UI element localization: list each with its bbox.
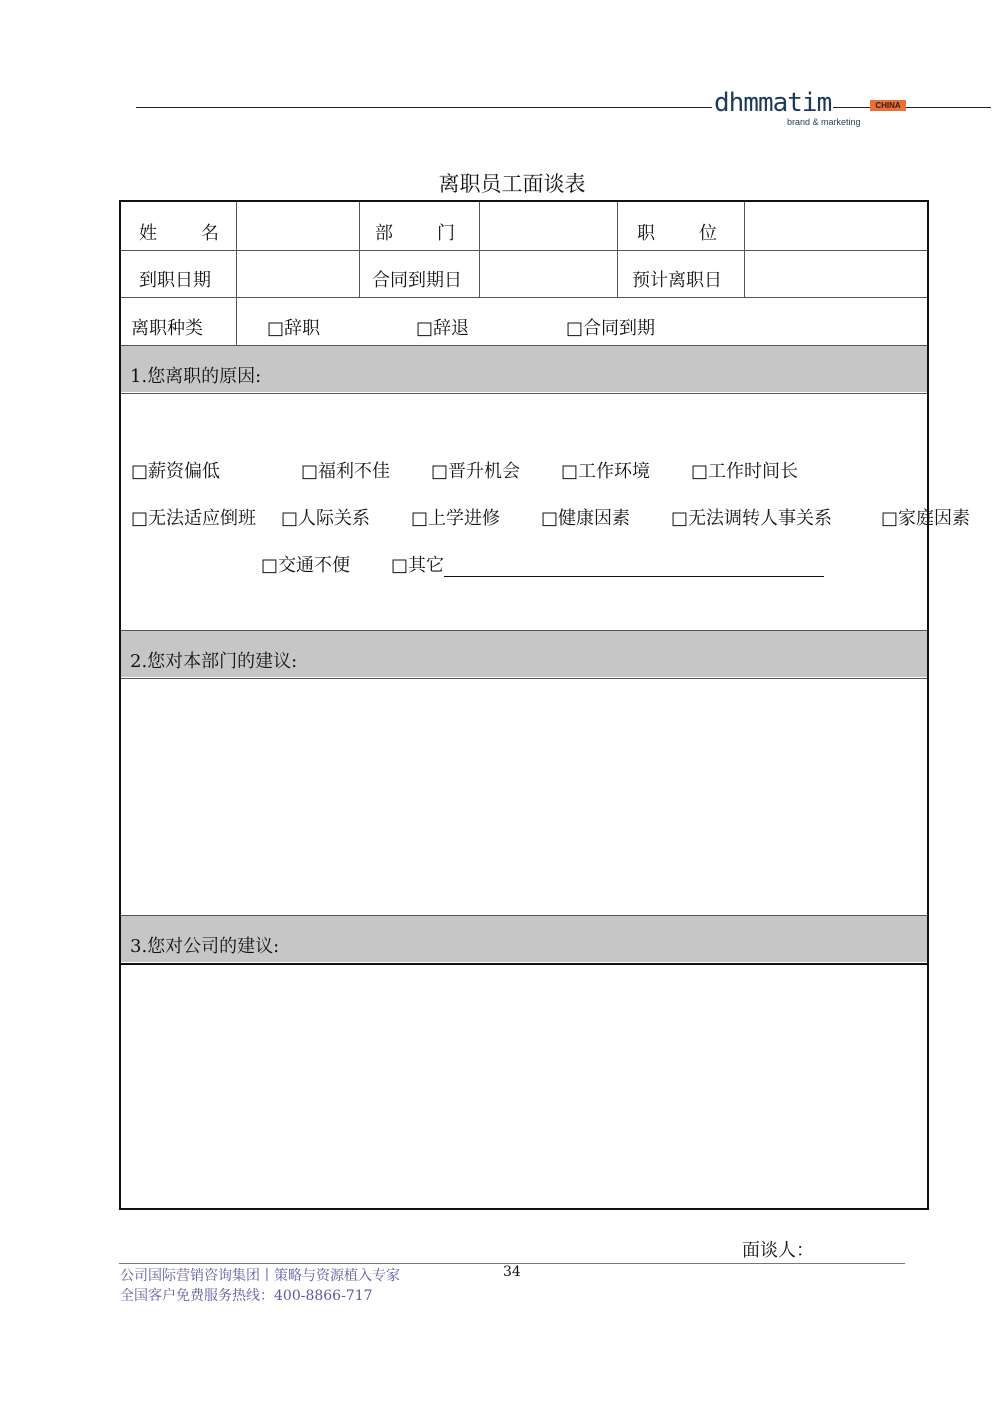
section-2-heading-band [121,631,927,677]
reason-further-study[interactable]: □上学进修 [411,508,501,529]
separation-type-label: 离职种类 [131,318,203,339]
reason-hr-transfer[interactable]: □无法调转人事关系 [671,508,833,529]
section-1-heading: 1.您离职的原因: [130,366,262,387]
section-1-heading-band [121,346,927,392]
position-label: 职位 [637,223,761,244]
position-field[interactable] [745,204,927,250]
reason-family[interactable]: □家庭因素 [881,508,971,529]
reason-relationships[interactable]: □人际关系 [281,508,371,529]
exit-interview-form [119,200,971,1210]
dept-field[interactable] [480,204,617,250]
name-field[interactable] [237,204,359,250]
company-suggestion-area[interactable] [121,965,927,1208]
other-reason-blank[interactable] [444,556,824,577]
section-3-heading-band [121,916,927,962]
option-resign[interactable]: □辞职 [267,318,321,339]
reason-transport[interactable]: □交通不便 [261,555,351,576]
reason-environment[interactable]: □工作环境 [561,461,651,482]
department-suggestion-area[interactable] [121,679,927,915]
footer-hotline: 全国客户免费服务热线：400-8866-717 [120,1288,373,1304]
name-label: 姓 名 [139,223,219,244]
contract-end-label: 合同到期日 [372,270,462,291]
reason-poor-benefits[interactable]: □福利不佳 [301,461,391,482]
dept-label: 部门 [375,223,499,244]
reason-low-salary[interactable]: □薪资偏低 [131,461,221,482]
reason-other[interactable]: □其它 [391,555,824,577]
logo-wordmark: dhmmatim [714,88,832,118]
interviewer-label: 面谈人： [742,1240,814,1261]
expected-leave-label: 预计离职日 [632,270,722,291]
logo-badge: CHINA [870,100,906,111]
form-title: 离职员工面谈表 [438,172,586,196]
reason-health[interactable]: □健康因素 [541,508,631,529]
reason-long-hours[interactable]: □工作时间长 [691,461,799,482]
section-3-heading: 3.您对公司的建议: [130,936,280,957]
join-date-label: 到职日期 [139,270,211,291]
footer-slogan: 公司国际营销咨询集团丨策略与资源植入专家 [120,1268,400,1284]
reason-promotion[interactable]: □晋升机会 [431,461,521,482]
option-contract-expired[interactable]: □合同到期 [566,318,656,339]
company-logo [712,88,912,130]
section-2-heading: 2.您对本部门的建议: [130,651,298,672]
expected-leave-field[interactable] [745,251,927,297]
join-date-field[interactable] [237,251,359,297]
contract-end-field[interactable] [480,251,617,297]
option-dismissed[interactable]: □辞退 [416,318,470,339]
logo-tagline: brand & marketing [787,117,861,127]
reason-shift-work[interactable]: □无法适应倒班 [131,508,257,529]
page-number: 34 [503,1264,521,1280]
